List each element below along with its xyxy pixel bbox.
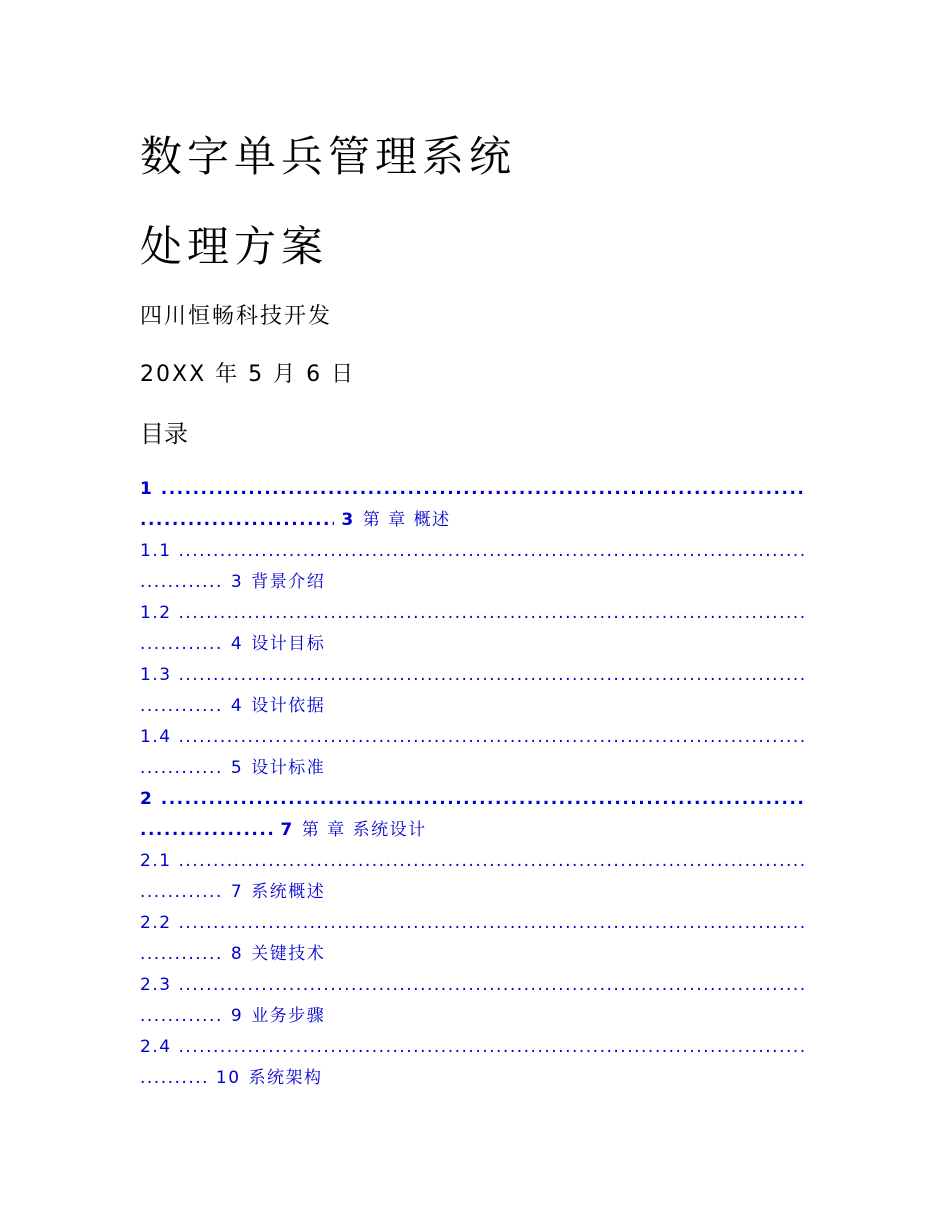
toc-entry-title: 第 章 系统设计 — [301, 820, 427, 840]
toc-entry-number: 1.1 — [140, 541, 172, 561]
toc-entry[interactable] — [140, 722, 808, 784]
toc-leader — [178, 1032, 804, 1063]
toc-heading: 目录 — [140, 420, 188, 448]
toc-leader — [178, 846, 804, 877]
document-date: 20XX 年 5 月 6 日 — [140, 362, 356, 387]
toc-entry-number: 2.3 — [140, 975, 172, 995]
toc-entry[interactable] — [140, 1032, 808, 1094]
company-name: 四川恒畅科技开发 — [140, 304, 333, 329]
toc-entry-title: 第 章 概述 — [362, 510, 451, 530]
toc-leader — [161, 474, 806, 505]
toc-entry-number: 1.4 — [140, 727, 172, 747]
toc-entry[interactable] — [140, 536, 808, 598]
toc-entry[interactable] — [140, 660, 808, 722]
toc-entry-number: 2.1 — [140, 851, 172, 871]
table-of-contents — [140, 474, 808, 1094]
toc-entry-title: 业务步骤 — [251, 1006, 326, 1026]
toc-entry-page: 3 — [341, 510, 355, 530]
toc-entry-title: 关键技术 — [251, 944, 326, 964]
toc-entry-page: 4 — [230, 696, 244, 716]
toc-leader — [140, 753, 224, 784]
toc-entry[interactable] — [140, 970, 808, 1032]
toc-entry-number: 1.2 — [140, 603, 172, 623]
toc-leader — [178, 908, 804, 939]
toc-entry[interactable] — [140, 846, 808, 908]
toc-entry-page: 7 — [280, 820, 294, 840]
toc-leader — [178, 970, 804, 1001]
document-title-line-1: 数字单兵管理系统 — [140, 132, 517, 181]
toc-leader — [140, 1001, 224, 1032]
toc-entry-page: 5 — [230, 758, 244, 778]
toc-entry-page: 10 — [215, 1068, 241, 1088]
toc-entry-title: 设计目标 — [251, 634, 326, 654]
toc-entry-title: 设计标准 — [251, 758, 326, 778]
toc-leader — [140, 505, 334, 536]
document-title-line-2: 处理方案 — [140, 222, 329, 271]
toc-entry[interactable] — [140, 474, 808, 536]
toc-entry[interactable] — [140, 598, 808, 660]
toc-leader — [140, 939, 224, 970]
toc-entry-number: 2.4 — [140, 1037, 172, 1057]
toc-entry-title: 背景介绍 — [251, 572, 326, 592]
toc-entry-number: 1.3 — [140, 665, 172, 685]
toc-entry-title: 系统架构 — [248, 1068, 323, 1088]
toc-leader — [140, 691, 224, 722]
toc-leader — [178, 598, 804, 629]
toc-entry-title: 系统概述 — [251, 882, 326, 902]
toc-entry-page: 8 — [230, 944, 244, 964]
toc-entry-page: 7 — [230, 882, 244, 902]
toc-entry-page: 3 — [230, 572, 244, 592]
toc-entry-title: 设计依据 — [251, 696, 326, 716]
toc-leader — [140, 629, 224, 660]
toc-entry[interactable] — [140, 784, 808, 846]
toc-leader — [178, 660, 804, 691]
toc-leader — [161, 784, 806, 815]
toc-leader — [140, 567, 224, 598]
toc-entry-number: 2.2 — [140, 913, 172, 933]
toc-entry[interactable] — [140, 908, 808, 970]
toc-entry-number: 1 — [140, 479, 154, 499]
toc-leader — [178, 536, 804, 567]
toc-leader — [140, 1063, 209, 1094]
toc-entry-page: 9 — [230, 1006, 244, 1026]
toc-entry-page: 4 — [230, 634, 244, 654]
toc-leader — [140, 815, 273, 846]
toc-entry-number: 2 — [140, 789, 154, 809]
toc-leader — [178, 722, 804, 753]
toc-leader — [140, 877, 224, 908]
